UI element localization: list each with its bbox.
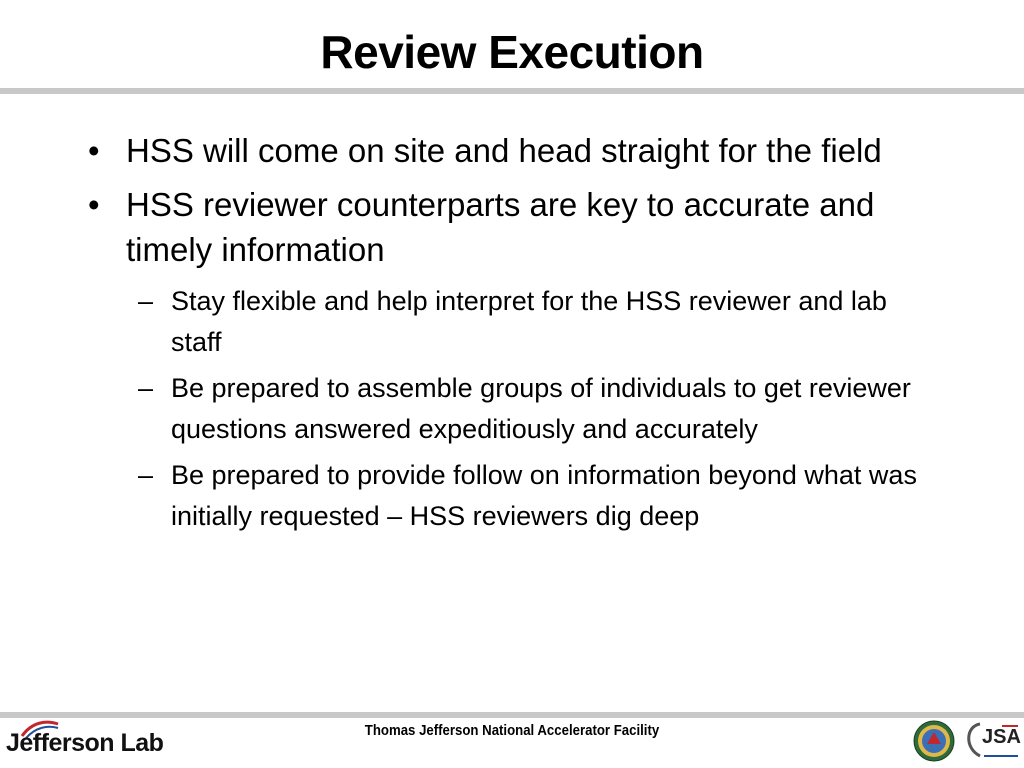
jefferson-lab-wordmark: Jefferson Lab — [6, 729, 164, 757]
sub-bullet-list — [88, 281, 938, 537]
sub-bullet-item — [138, 368, 938, 450]
bullet-marker: • — [88, 186, 100, 223]
doe-seal-icon — [913, 720, 955, 762]
sub-bullet-text: Be prepared to provide follow on information beyond what was initially requested – HSS reviewers dig deep — [171, 460, 917, 531]
sub-bullet-text: Be prepared to assemble groups of individuals to get reviewer questions answered expeditiously and accurately — [171, 373, 911, 444]
sub-bullet-item — [138, 281, 938, 363]
jsa-wordmark: JSA — [982, 726, 1021, 748]
bullet-list — [88, 128, 938, 542]
sub-bullet-item — [138, 455, 938, 537]
title-divider — [0, 88, 1024, 94]
bullet-marker: • — [88, 132, 100, 169]
sub-bullet-marker: – — [138, 460, 154, 490]
sub-bullet-marker: – — [138, 373, 154, 403]
sub-bullet-text: Stay flexible and help interpret for the HSS reviewer and lab staff — [171, 286, 887, 357]
sub-bullet-marker: – — [138, 286, 154, 316]
bullet-item — [88, 182, 938, 272]
bullet-text: HSS will come on site and head straight for the field — [126, 132, 882, 169]
bullet-text: HSS reviewer counterparts are key to accurate and timely information — [126, 186, 875, 268]
slide-title: Review Execution — [320, 26, 704, 78]
footer-center-text: Thomas Jefferson National Accelerator Facility — [364, 722, 660, 739]
bullet-item — [88, 128, 938, 173]
jsa-logo — [962, 718, 1022, 764]
